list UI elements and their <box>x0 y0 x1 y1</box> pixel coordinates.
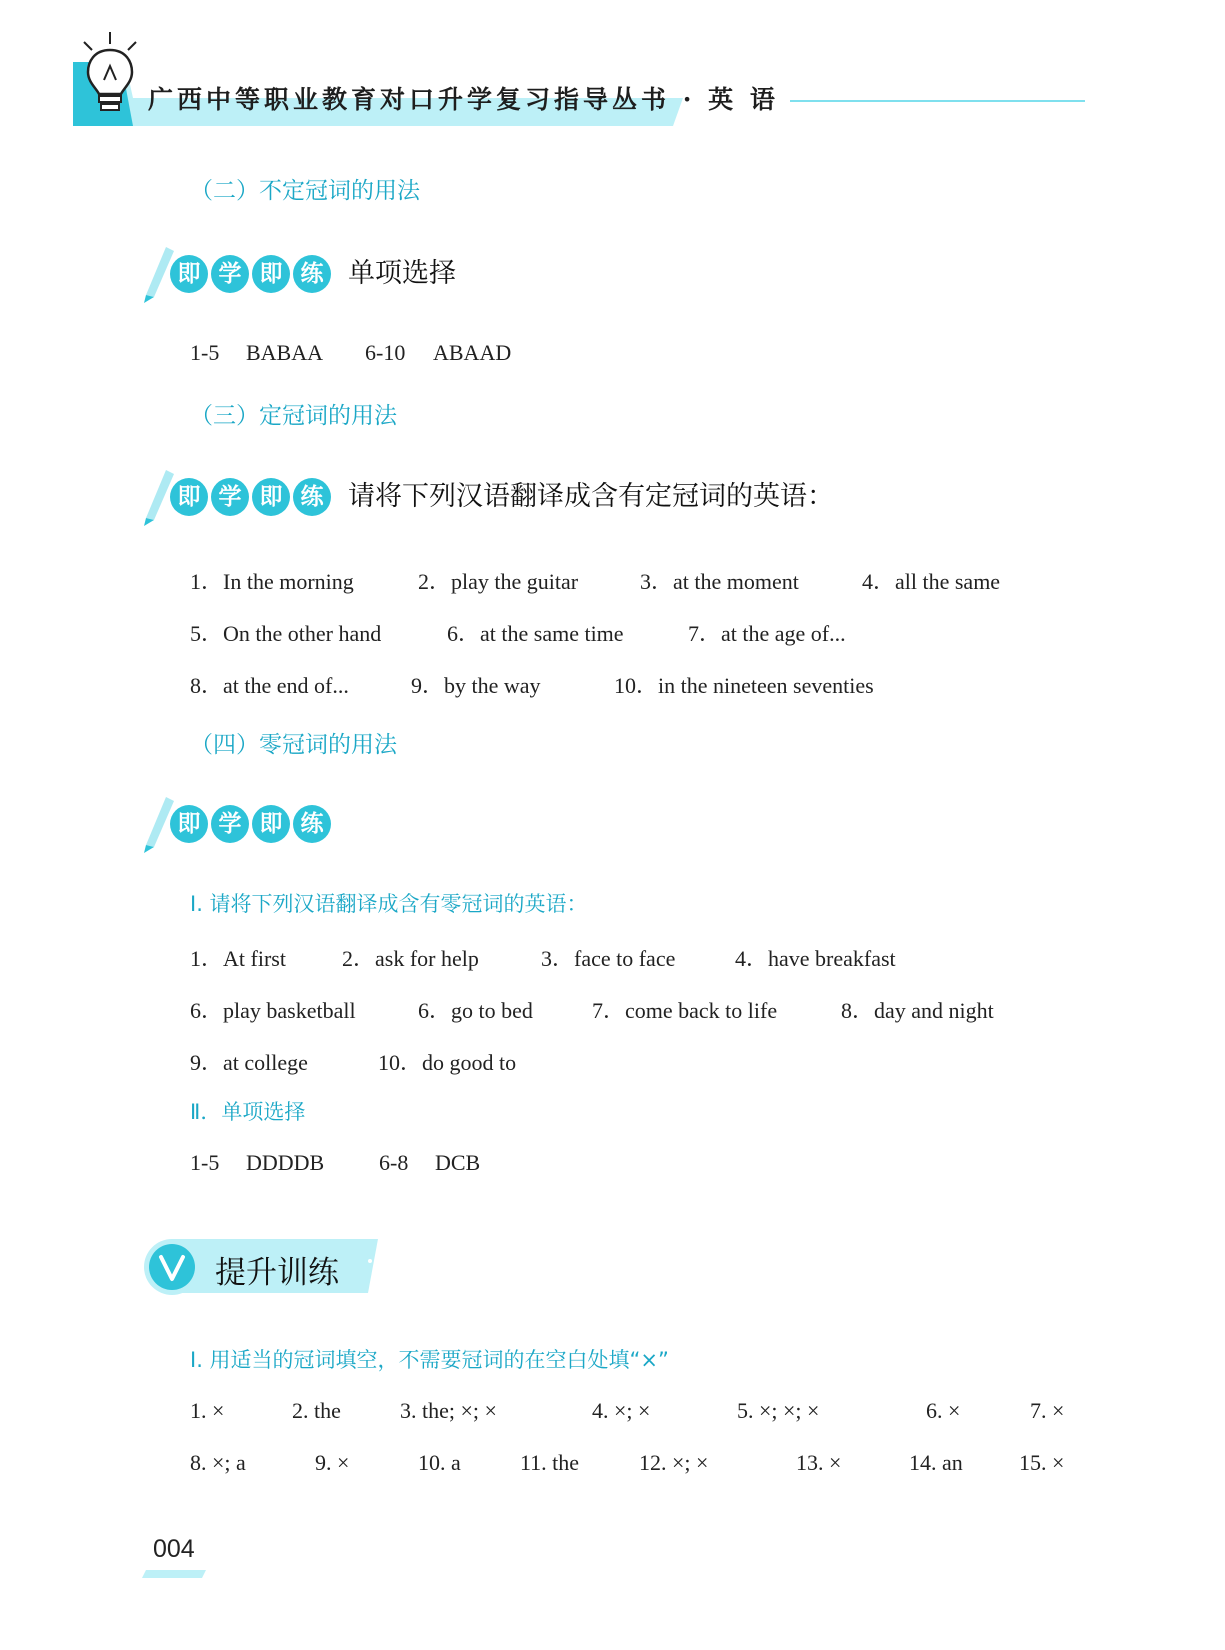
answer-item: 10. a <box>418 1450 461 1475</box>
answer-range: 1-5 <box>190 340 220 365</box>
answer-value: DDDDB <box>246 1150 325 1175</box>
badge-char: 即 <box>252 255 290 293</box>
answer-item: 4．have breakfast <box>735 946 896 971</box>
answer-item: 1．In the morning <box>190 569 354 594</box>
answer-item: 7. × <box>1030 1398 1065 1423</box>
badge-char: 学 <box>211 255 249 293</box>
answer-line <box>190 617 1090 647</box>
answer-item: 5. ×; ×; × <box>737 1398 820 1423</box>
answer-item: 3. the; ×; × <box>400 1398 497 1423</box>
answer-line <box>190 1450 1090 1480</box>
part-title: Ⅱ．单项选择 <box>190 1100 306 1124</box>
answer-item: 2．ask for help <box>342 946 479 971</box>
badge-char: 学 <box>211 478 249 516</box>
answer-line <box>190 340 790 370</box>
answer-item: 5．On the other hand <box>190 621 382 646</box>
answer-line <box>190 1398 1090 1428</box>
badge-char: 练 <box>293 805 331 843</box>
answer-item: 10．in the nineteen seventies <box>614 673 874 698</box>
answer-item: 9. × <box>315 1450 350 1475</box>
answer-item: 4. ×; × <box>592 1398 651 1423</box>
answer-item: 8．at the end of... <box>190 673 349 698</box>
answer-item: 1．At first <box>190 946 286 971</box>
badge-char: 学 <box>211 805 249 843</box>
section-heading-indefinite-article: （二）不定冠词的用法 <box>190 178 420 204</box>
answer-line <box>190 942 1090 972</box>
badge-char: 即 <box>170 805 208 843</box>
answer-item: 15. × <box>1019 1450 1065 1475</box>
page-number-underline <box>142 1570 206 1578</box>
answer-line <box>190 1150 790 1180</box>
practice-badge-1 <box>140 245 640 305</box>
answer-item: 12. ×; × <box>639 1450 709 1475</box>
page-number: 004 <box>153 1535 195 1563</box>
answer-item: 6．go to bed <box>418 998 533 1023</box>
answer-item: 7．at the age of... <box>688 621 846 646</box>
lightbulb-icon <box>78 30 142 122</box>
answer-value: BABAA <box>246 340 324 365</box>
answer-item: 13. × <box>796 1450 842 1475</box>
section-heading-definite-article: （三）定冠词的用法 <box>190 403 397 429</box>
practice-badge-2 <box>140 468 1040 528</box>
practice-label: 单项选择 <box>348 258 456 289</box>
answer-value: ABAAD <box>433 340 512 365</box>
badge-char: 练 <box>293 478 331 516</box>
answer-line <box>190 1046 1090 1076</box>
section-heading-zero-article: （四）零冠词的用法 <box>190 732 397 758</box>
answer-item: 11. the <box>520 1450 580 1475</box>
badge-char: 即 <box>252 478 290 516</box>
answer-range: 1-5 <box>190 1150 220 1175</box>
answer-item: 7．come back to life <box>592 998 778 1023</box>
header-title: 广西中等职业教育对口升学复习指导丛书 · 英 语 <box>148 85 779 114</box>
answer-line <box>190 565 1090 595</box>
answer-item: 8．day and night <box>841 998 994 1023</box>
answer-item: 2. the <box>292 1398 341 1423</box>
training-label: 提升训练 <box>215 1255 339 1291</box>
answer-item: 6．play basketball <box>190 998 356 1023</box>
answer-item: 9．at college <box>190 1050 308 1075</box>
answer-item: 1. × <box>190 1398 225 1423</box>
answer-item: 6．at the same time <box>447 621 624 646</box>
answer-line <box>190 994 1090 1024</box>
answer-item: 3．at the moment <box>640 569 799 594</box>
answer-item: 8. ×; a <box>190 1450 246 1475</box>
answer-item: 9．by the way <box>411 673 541 698</box>
badge-char: 即 <box>252 805 290 843</box>
badge-char: 即 <box>170 255 208 293</box>
badge-char: 练 <box>293 255 331 293</box>
answer-value: DCB <box>435 1150 481 1175</box>
answer-item: 14. an <box>909 1450 963 1475</box>
answer-line <box>190 669 1090 699</box>
part-title: Ⅰ. 用适当的冠词填空，不需要冠词的在空白处填“×” <box>190 1348 669 1372</box>
badge-char: 即 <box>170 478 208 516</box>
answer-item: 10．do good to <box>378 1050 517 1075</box>
part-title: Ⅰ. 请将下列汉语翻译成含有零冠词的英语： <box>190 892 588 916</box>
practice-label: 请将下列汉语翻译成含有定冠词的英语： <box>348 481 834 512</box>
answer-item: 2．play the guitar <box>418 569 579 594</box>
practice-badge-3 <box>140 795 440 855</box>
answer-range: 6-10 <box>365 340 406 365</box>
header-rule <box>790 100 1085 102</box>
answer-item: 3．face to face <box>541 946 676 971</box>
answer-item: 4．all the same <box>862 569 1001 594</box>
answer-range: 6-8 <box>379 1150 409 1175</box>
answer-item: 6. × <box>926 1398 961 1423</box>
